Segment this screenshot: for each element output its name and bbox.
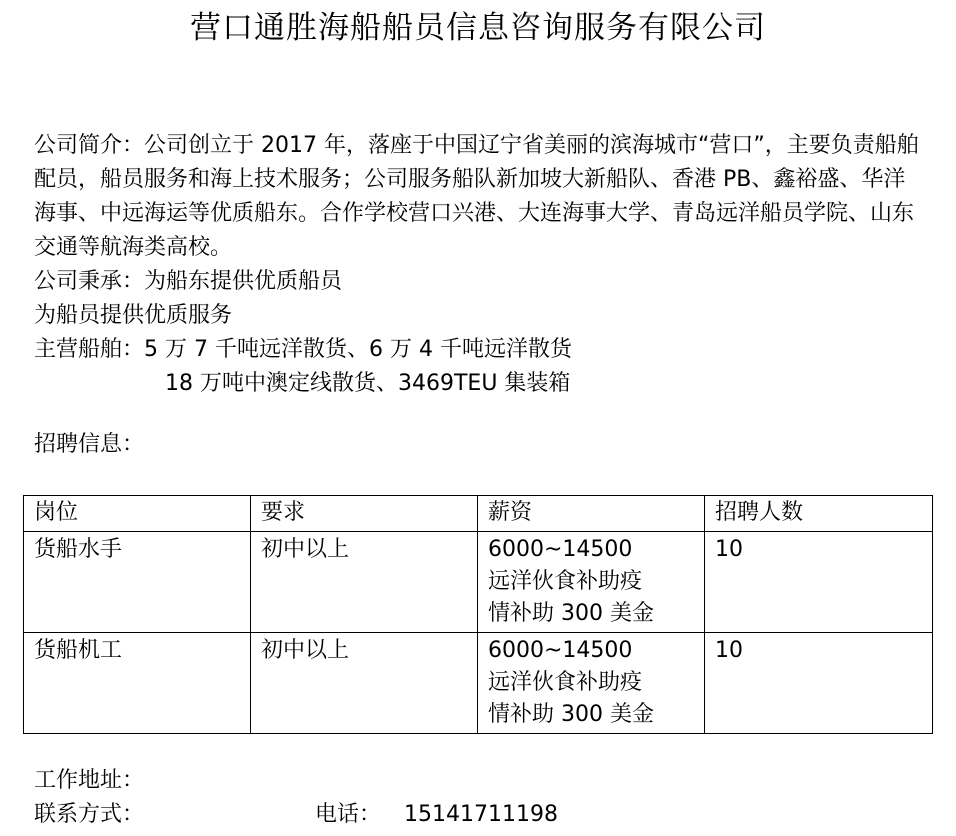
contact-row <box>34 800 558 830</box>
header-position: 岗位 <box>24 496 251 532</box>
cell-count: 10 <box>705 532 933 633</box>
header-count: 招聘人数 <box>705 496 933 532</box>
salary-range: 6000~14500 <box>488 638 633 663</box>
vessels-line-1: 主营船舶：5 万 7 千吨远洋散货、6 万 4 千吨远洋散货 <box>34 337 572 362</box>
recruit-heading: 招聘信息： <box>34 432 145 457</box>
cell-count: 10 <box>705 633 933 734</box>
header-salary: 薪资 <box>478 496 705 532</box>
company-intro <box>34 129 926 401</box>
cell-requirement: 初中以上 <box>251 532 478 633</box>
phone-number: 15141711198 <box>404 802 558 827</box>
intro-paragraph: 公司简介：公司创立于 2017 年，落座于中国辽宁省美丽的滨海城市“营口”，主要负责船舶配员，船员服务和海上技术服务；公司服务船队新加坡大新船队、香港 PB、鑫裕盛、华洋海事、中远海运等优质船东。合作学校营口兴港、大连海事大学、青岛远洋船员学院、山东交通等航海类高校。 <box>34 133 919 260</box>
salary-note-2: 情补助 300 美金 <box>488 702 654 727</box>
address-label: 工作地址： <box>34 768 145 793</box>
header-requirement: 要求 <box>251 496 478 532</box>
salary-note-1: 远洋伙食补助疫 <box>488 569 643 594</box>
table-row <box>24 532 933 633</box>
mission-line-2: 为船员提供优质服务 <box>34 303 233 328</box>
recruit-table <box>23 495 933 734</box>
table-row <box>24 633 933 734</box>
cell-position: 货船水手 <box>24 532 251 633</box>
salary-note-1: 远洋伙食补助疫 <box>488 670 643 695</box>
document-title: 营口通胜海船船员信息咨询服务有限公司 <box>190 10 766 46</box>
cell-salary <box>478 532 705 633</box>
table-header-row <box>24 496 933 532</box>
salary-range: 6000~14500 <box>488 537 633 562</box>
cell-salary <box>478 633 705 734</box>
mission-line-1: 公司秉承：为船东提供优质船员 <box>34 269 343 294</box>
contact-label: 联系方式： <box>34 802 145 827</box>
salary-note-2: 情补助 300 美金 <box>488 601 654 626</box>
cell-position: 货船机工 <box>24 633 251 734</box>
cell-requirement: 初中以上 <box>251 633 478 734</box>
vessels-line-2: 18 万吨中澳定线散货、3469TEU 集装箱 <box>165 371 571 396</box>
phone-label: 电话： <box>315 802 382 827</box>
